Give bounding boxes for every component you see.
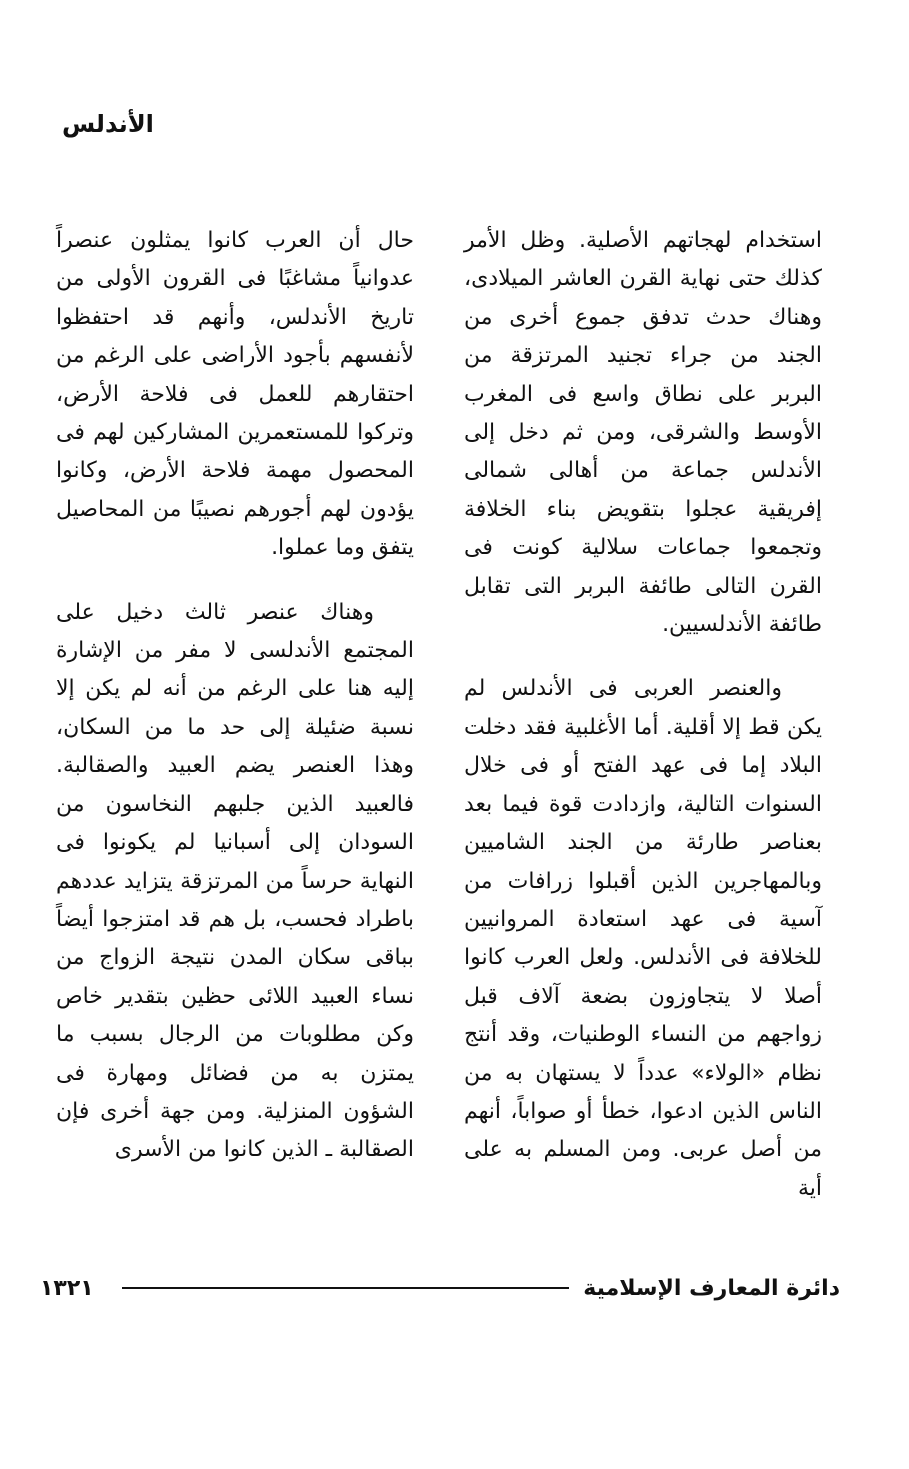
right-column-paragraph-2: والعنصر العربى فى الأندلس لم يكن قط إلا أقلية. أما الأغلبية فقد دخلت البلاد إما فى عهد الفتح أو فى خلال السنوات التالية، وازدادت قوة فيما بعد بعناصر طارئة من الجند الشاميين وبالمهاجرين الذين أقبلوا زرافات من آسية فى عهد استعادة المروانيين للخلافة فى الأندلس. ولعل العرب كانوا أصلا لا يتجاوزون بضعة آلاف قبل زواجهم من النساء الوطنيات، وقد أنتج نظام «الولاء» عدداً لا يستهان به من الناس الذين ادعوا، خطأ أو صواباً، أنهم من أصل عربى. ومن المسلم به على أية <box>464 676 822 1201</box>
left-column-paragraph-1: حال أن العرب كانوا يمثلون عنصراً عدوانياً مشاغبًا فى القرون الأولى من تاريخ الأندلس، وأنهم قد احتفظوا لأنفسهم بأجود الأراضى على الرغم من احتقارهم للعمل فى فلاحة الأرض، وتركوا للمستعمرين المشاركين لهم فى المحصول مهمة فلاحة الأرض، وكانوا يؤدون لهم أجورهم نصيبًا من المحاصيل يتفق وما عملوا. <box>56 228 414 561</box>
page-number: ١٣٢١ <box>40 1275 94 1301</box>
left-column <box>56 222 414 1170</box>
right-column <box>464 222 822 1208</box>
page-footer <box>40 1268 840 1308</box>
left-column-paragraph-2: وهناك عنصر ثالث دخيل على المجتمع الأندلسى لا مفر من الإشارة إليه هنا على الرغم من أنه لم يكن إلا نسبة ضئيلة إلى حد ما من السكان، وهذا العنصر يضم العبيد والصقالبة. فالعبيد الذين جلبهم النخاسون من السودان إلى أسبانيا لم يكونوا فى النهاية حرساً من المرتزقة يتزايد عددهم باطراد فحسب، بل هم قد امتزجوا أيضاً بباقى سكان المدن نتيجة الزواج من نساء العبيد اللائى حظين بتقدير خاص وكن مطلوبات من الرجال بسبب ما يمتزن به من فضائل ومهارة فى الشؤون المنزلية. ومن جهة أخرى فإن الصقالبة ـ الذين كانوا من الأسرى <box>56 599 414 1163</box>
running-head: الأندلس <box>62 110 154 138</box>
footer-rule <box>122 1287 570 1289</box>
right-column-paragraph-1: استخدام لهجاتهم الأصلية. وظل الأمر كذلك حتى نهاية القرن العاشر الميلادى، وهناك حدث تدفق جموع أخرى من الجند من جراء تجنيد المرتزقة من البربر على نطاق واسع فى المغرب الأوسط والشرقى، ومن ثم دخل إلى الأندلس جماعة من أهالى شمالى إفريقية عجلوا بتقويض بناء الخلافة وتجمعوا جماعات سلالية كونت فى القرن التالى طائفة البربر التى تقابل طائفة الأندلسيين. <box>464 228 822 638</box>
journal-title: دائرة المعارف الإسلامية <box>583 1275 840 1301</box>
